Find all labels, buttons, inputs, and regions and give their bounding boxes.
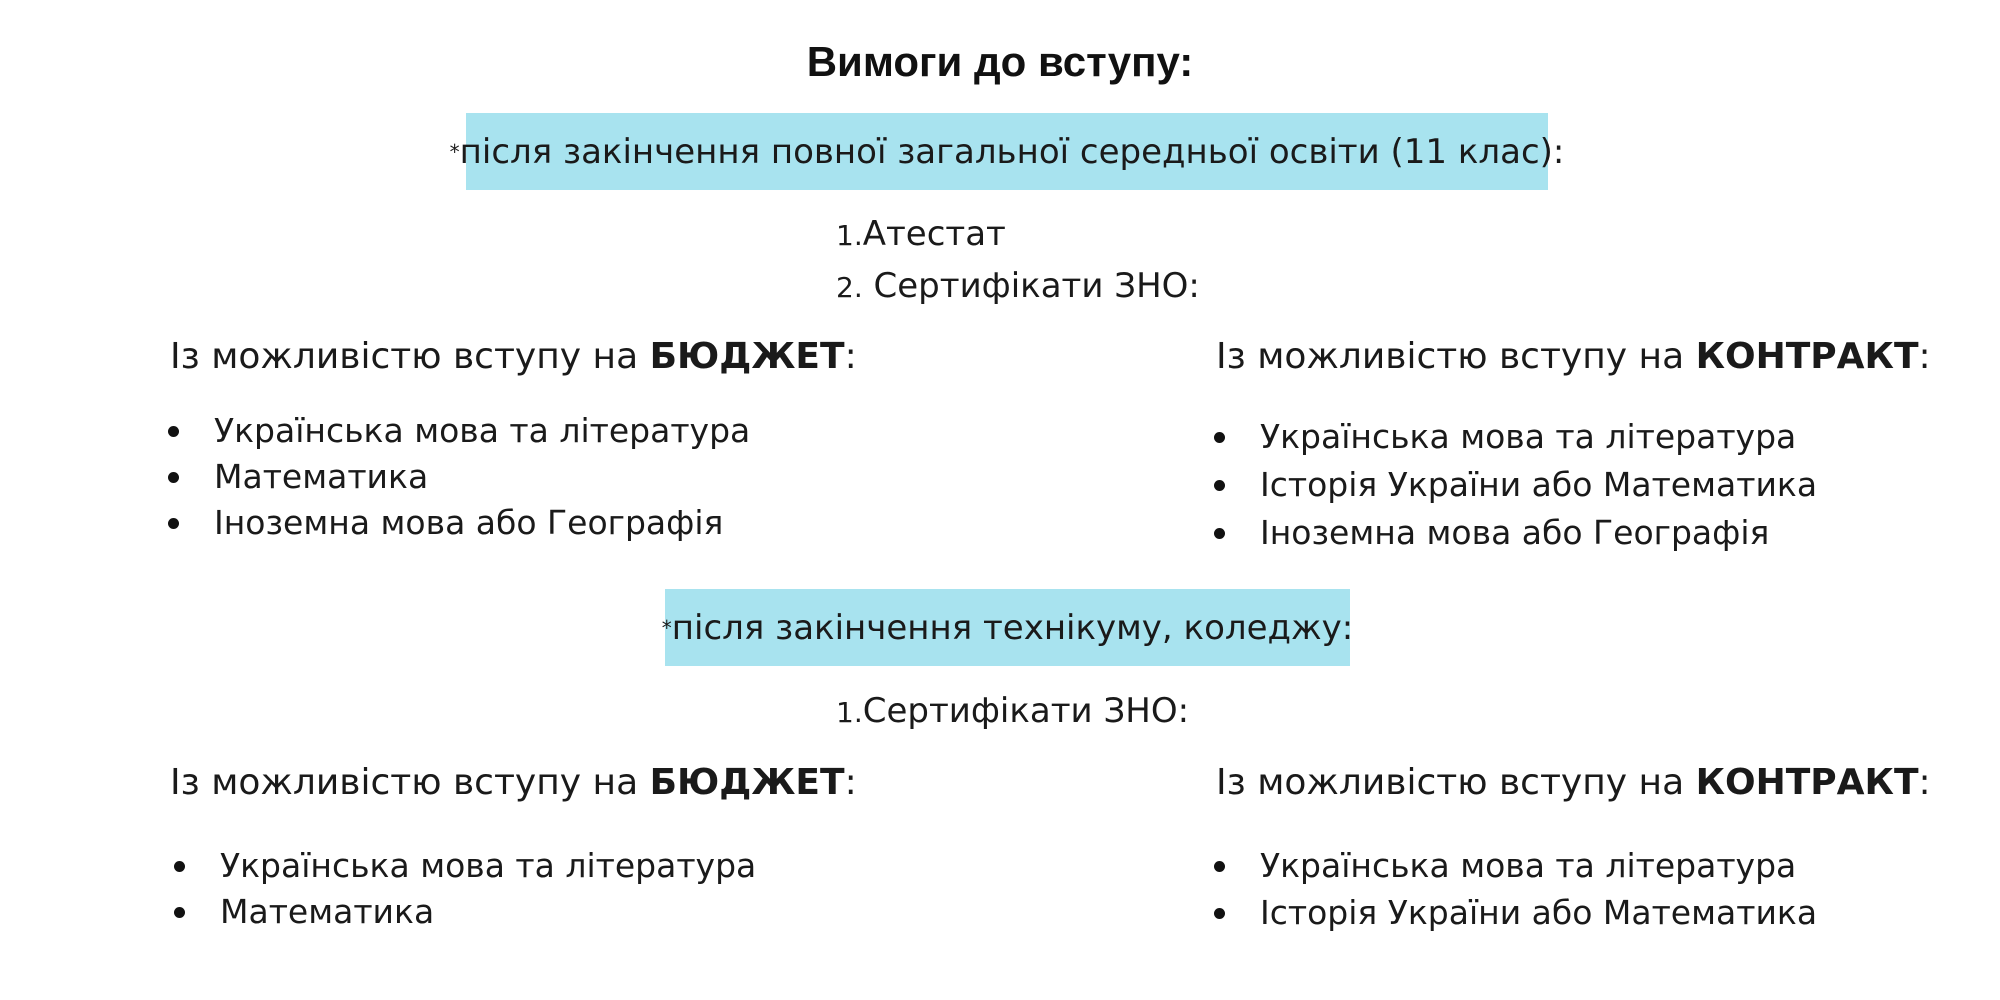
item-text: Іноземна мова або Географія xyxy=(1260,513,1770,552)
bullet-icon xyxy=(1214,908,1225,919)
item-text: Українська мова та література xyxy=(1260,846,1797,885)
bullet-icon xyxy=(1214,480,1225,491)
numbered-list xyxy=(836,208,1200,312)
list-item xyxy=(1214,842,1817,889)
banner-asterisk: * xyxy=(449,139,460,164)
heading-bold: БЮДЖЕТ xyxy=(649,762,845,803)
list-item xyxy=(1214,889,1817,936)
section-banner-school xyxy=(449,113,1565,190)
contract-subject-list xyxy=(1214,842,1817,936)
bullet-icon xyxy=(168,518,179,529)
bullet-icon xyxy=(1214,861,1225,872)
heading-suffix: : xyxy=(844,336,857,377)
list-item xyxy=(174,889,756,935)
item-number: 2. xyxy=(836,271,863,304)
heading-suffix: : xyxy=(844,762,857,803)
list-item xyxy=(1214,413,1817,461)
item-text: Українська мова та література xyxy=(220,846,757,885)
banner-asterisk: * xyxy=(661,615,672,640)
heading-prefix: Із можливістю вступу на xyxy=(1216,336,1696,377)
heading-prefix: Із можливістю вступу на xyxy=(170,336,650,377)
banner-text: після закінчення технікуму, коледжу: xyxy=(671,607,1354,648)
contract-heading xyxy=(1216,762,1931,803)
list-item xyxy=(836,208,1200,260)
heading-bold: БЮДЖЕТ xyxy=(649,336,845,377)
item-number: 1. xyxy=(836,219,863,252)
page-title: Вимоги до вступу: xyxy=(806,38,1194,85)
list-item xyxy=(174,843,756,889)
item-text: Математика xyxy=(220,892,435,931)
item-text: Сертифікати ЗНО: xyxy=(862,266,1200,306)
heading-suffix: : xyxy=(1918,762,1931,803)
bullet-icon xyxy=(174,861,185,872)
heading-suffix: : xyxy=(1918,336,1931,377)
bullet-icon xyxy=(1214,528,1225,539)
item-text: Математика xyxy=(214,457,429,496)
list-item xyxy=(836,260,1200,312)
contract-subject-list xyxy=(1214,413,1817,557)
list-item xyxy=(168,500,750,546)
bullet-icon xyxy=(1214,432,1225,443)
budget-heading xyxy=(170,762,857,803)
item-text: Історія України або Математика xyxy=(1260,893,1818,932)
bullet-icon xyxy=(168,472,179,483)
numbered-list xyxy=(836,685,1189,737)
item-number: 1. xyxy=(836,696,863,729)
list-item xyxy=(168,408,750,454)
item-text: Історія України або Математика xyxy=(1260,465,1818,504)
list-item xyxy=(1214,509,1817,557)
list-item xyxy=(168,454,750,500)
budget-subject-list xyxy=(174,843,756,935)
bullet-icon xyxy=(168,426,179,437)
bullet-icon xyxy=(174,907,185,918)
item-text: Українська мова та література xyxy=(1260,417,1797,456)
item-text: Іноземна мова або Географія xyxy=(214,503,724,542)
banner-text: після закінчення повної загальної середньої освіти (11 клас): xyxy=(459,131,1565,172)
contract-heading xyxy=(1216,336,1931,377)
list-item xyxy=(1214,461,1817,509)
section-banner-college xyxy=(661,589,1354,666)
heading-bold: КОНТРАКТ xyxy=(1695,762,1919,803)
item-text: Сертифікати ЗНО: xyxy=(862,691,1190,731)
budget-heading xyxy=(170,336,857,377)
heading-prefix: Із можливістю вступу на xyxy=(170,762,650,803)
item-text: Українська мова та література xyxy=(214,411,751,450)
list-item xyxy=(836,685,1189,737)
heading-prefix: Із можливістю вступу на xyxy=(1216,762,1696,803)
heading-bold: КОНТРАКТ xyxy=(1695,336,1919,377)
budget-subject-list xyxy=(168,408,750,546)
item-text: Атестат xyxy=(862,214,1006,254)
